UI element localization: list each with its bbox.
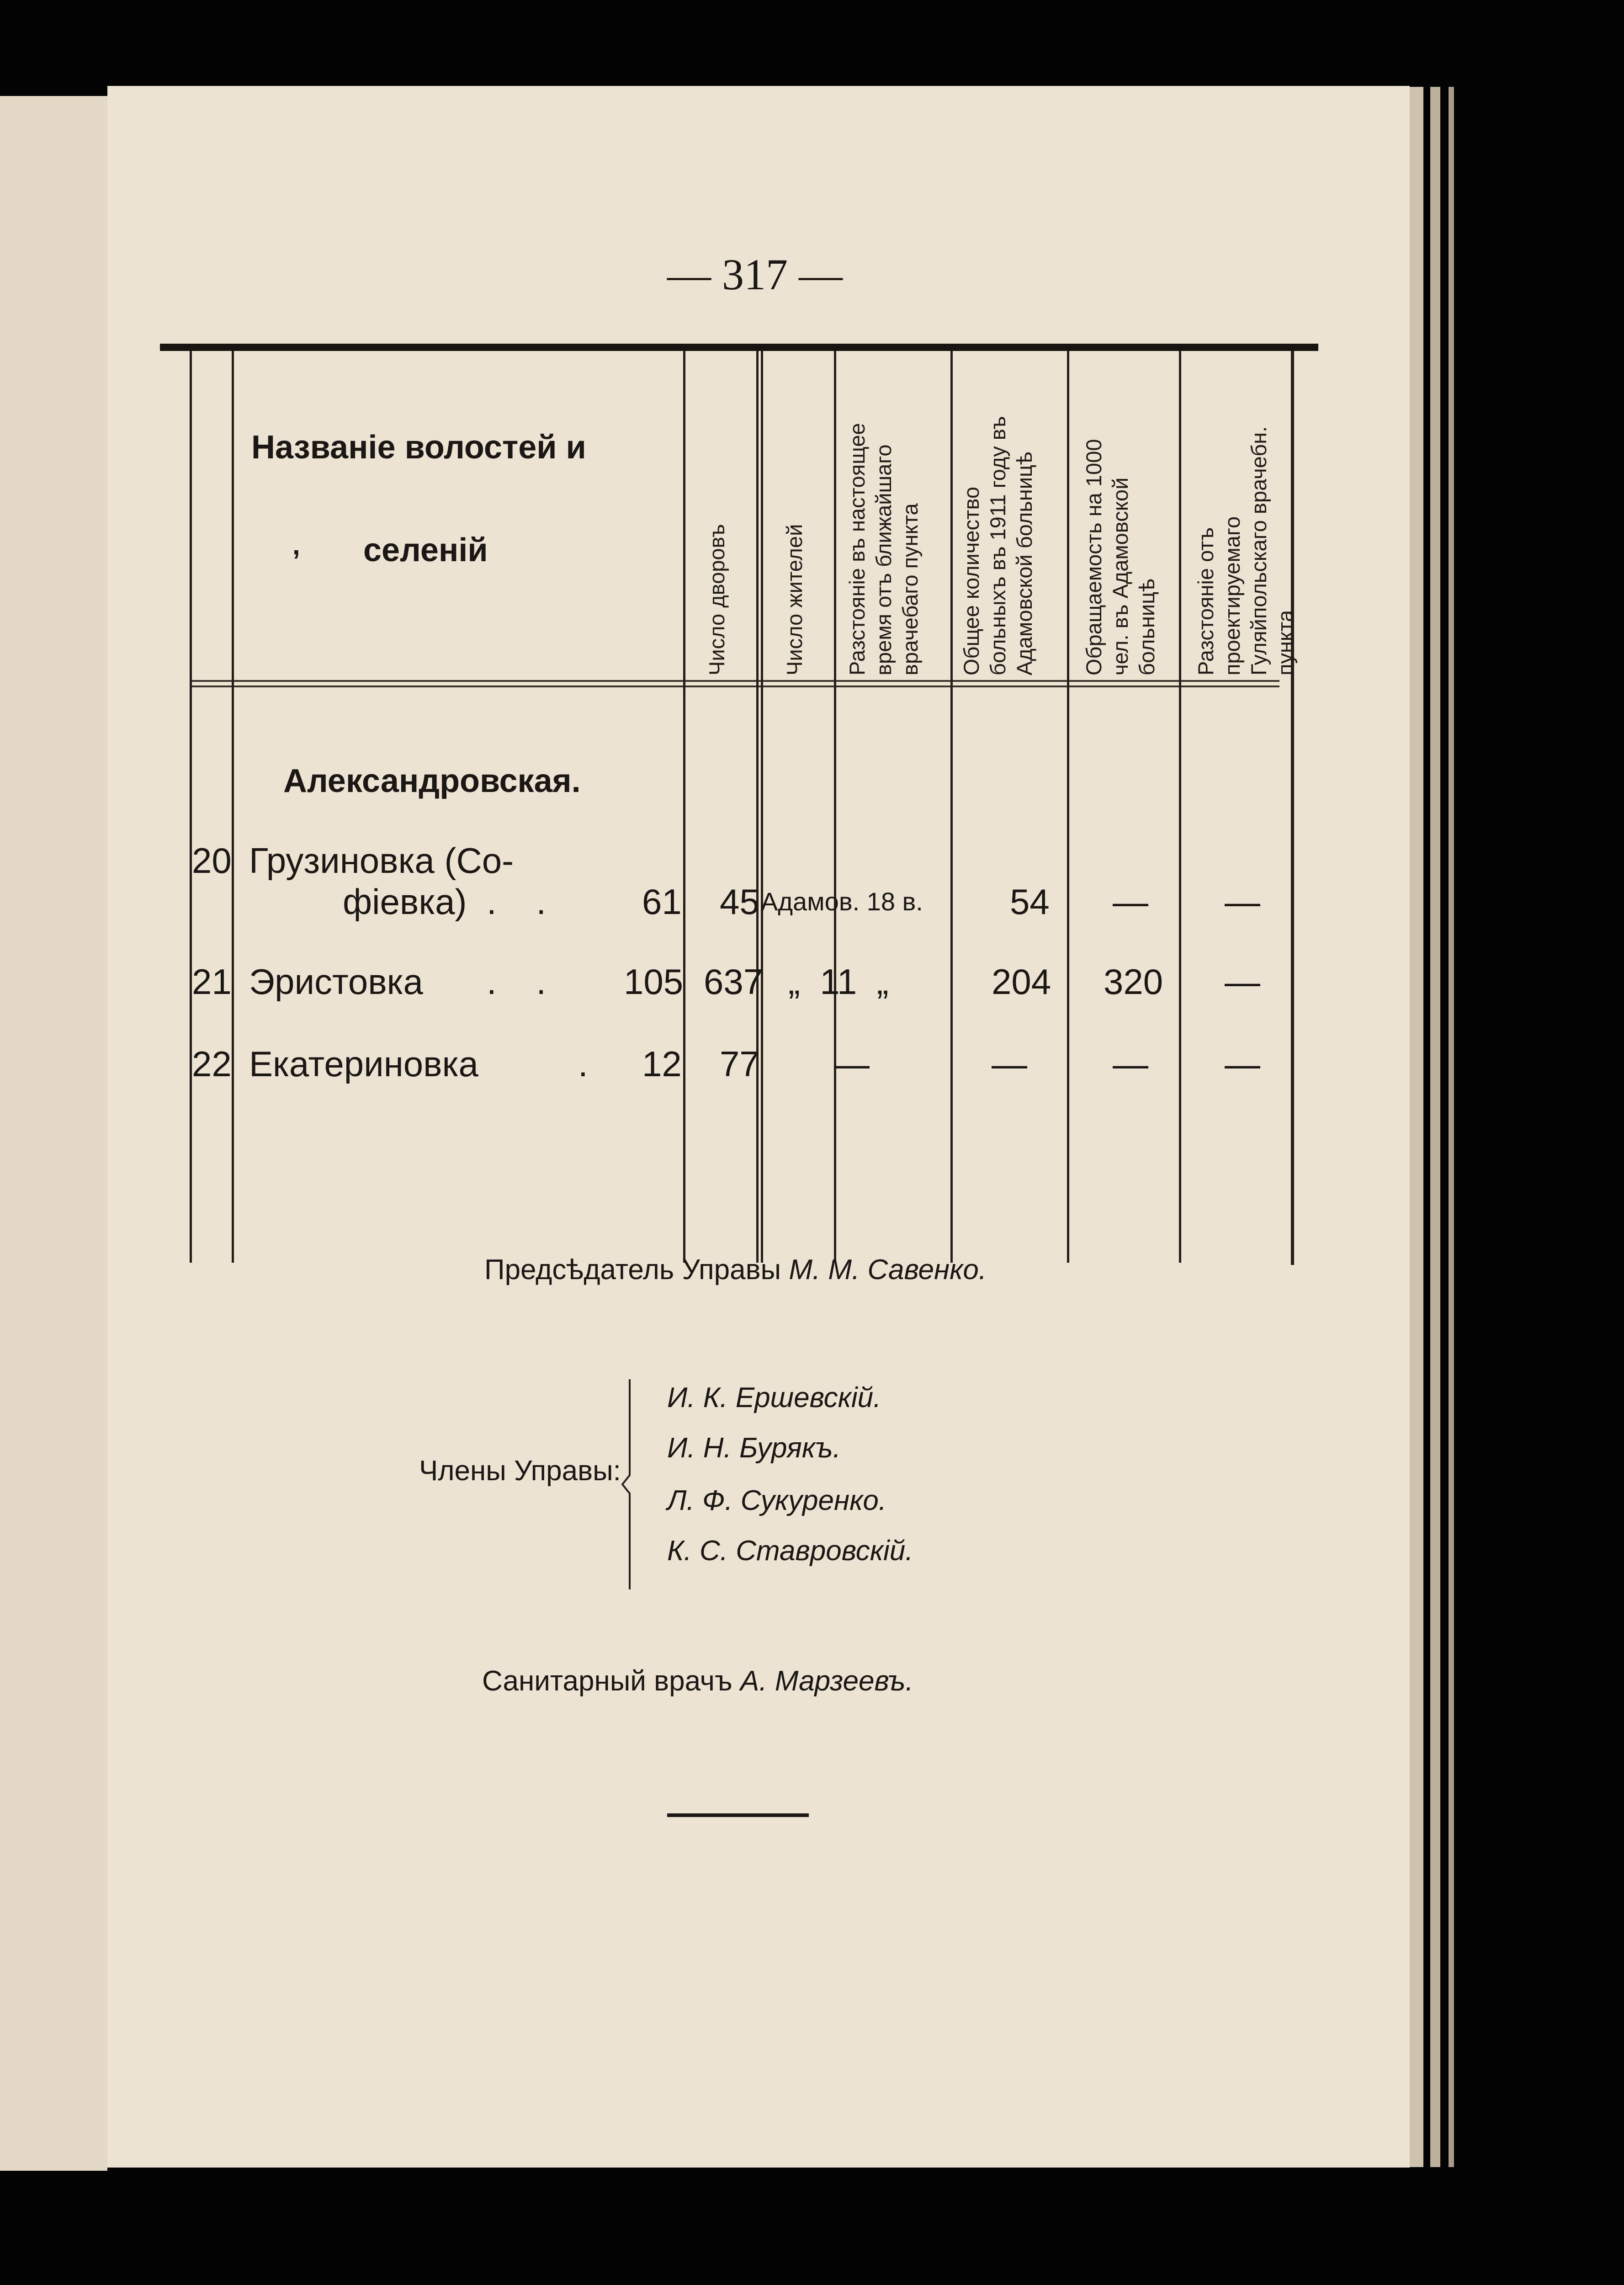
doctor-name: А. Марзеевъ. — [740, 1665, 913, 1697]
header-residents: Число жителей — [782, 524, 807, 675]
closing-rule — [667, 1813, 809, 1817]
member-2: И. Н. Бурякъ. — [667, 1432, 841, 1464]
row-dots: . . — [487, 962, 547, 1002]
column-line — [683, 351, 685, 1263]
row-dots: . — [578, 1044, 588, 1084]
row-households: 61 — [642, 882, 682, 922]
doctor-line — [482, 1665, 913, 1697]
header-distance-doctor: Разстояніе въ настоящее время отъ ближайшаго врачебаго пункта — [845, 423, 922, 675]
page-edge — [1430, 87, 1440, 2167]
header-mark: , — [292, 530, 300, 560]
column-line — [950, 351, 953, 1263]
header-name-2: селеній — [363, 532, 488, 569]
column-line — [1067, 351, 1069, 1263]
page-number: — 317 — — [667, 250, 843, 299]
members-label: Члены Управы: — [419, 1455, 621, 1487]
row-dots: . . — [487, 882, 547, 922]
header-total-patients: Общее количество больныхъ въ 1911 году въ Адамовской больницѣ — [959, 416, 1036, 675]
member-3: Л. Ф. Сукуренко. — [667, 1485, 887, 1516]
row-name: Эристовка — [249, 962, 423, 1002]
row-number: 22 — [192, 1044, 232, 1084]
row-distance: — — [834, 1044, 870, 1084]
chairman-name: М. М. Савенко. — [789, 1254, 987, 1286]
row-name: Екатериновка — [249, 1044, 478, 1084]
row-projected: — — [1225, 962, 1260, 1002]
column-line — [761, 351, 763, 1263]
book-page — [107, 86, 1410, 2168]
row-projected: — — [1225, 1044, 1260, 1084]
row-households: 105 — [624, 962, 684, 1002]
row-rate: — — [1113, 882, 1148, 922]
row-residents: 637 — [704, 962, 764, 1002]
page-edge — [1449, 87, 1454, 2167]
member-4: К. С. Ставровскій. — [667, 1535, 913, 1567]
header-name: Названіе волостей и — [251, 429, 586, 466]
column-line — [834, 351, 836, 1263]
row-number: 20 — [192, 840, 232, 881]
doctor-label: Санитарный врачъ — [482, 1665, 732, 1697]
row-distance: „ 11 „ — [788, 962, 889, 1002]
row-patients: 54 — [1010, 882, 1050, 922]
column-line — [756, 351, 759, 1263]
row-patients: — — [992, 1044, 1027, 1084]
row-rate: 320 — [1104, 962, 1163, 1002]
section-title: Александровская. — [283, 763, 581, 799]
row-projected: — — [1225, 882, 1260, 922]
column-line — [190, 351, 192, 1263]
column-line — [232, 351, 234, 1263]
row-households: 12 — [642, 1044, 682, 1084]
row-name-cont: фіевка) — [343, 882, 467, 922]
header-households: Число дворовъ — [705, 524, 729, 675]
chairman-label: Предсѣдатель Управы — [484, 1254, 781, 1286]
row-residents: 77 — [720, 1044, 759, 1084]
column-line — [1179, 351, 1181, 1263]
header-rule — [192, 686, 1279, 687]
members-brace — [621, 1379, 639, 1589]
header-rate: Обращаемость на 1000 чел. въ Адамовской больницѣ — [1082, 439, 1159, 675]
row-patients: 204 — [992, 962, 1051, 1002]
table-top-rule — [160, 344, 1318, 351]
chairman-line — [484, 1254, 987, 1286]
row-residents: 45 — [720, 882, 759, 922]
left-page-edge — [0, 96, 107, 2171]
row-distance: Адамов. 18 в. — [761, 887, 923, 916]
member-1: И. К. Ершевскій. — [667, 1382, 881, 1414]
row-rate: — — [1113, 1044, 1148, 1084]
row-number: 21 — [192, 962, 232, 1002]
row-name: Грузиновка (Со- — [249, 840, 514, 881]
header-rule — [192, 680, 1279, 682]
header-distance-projected: Разстояніе отъ проектируемаго Гуляйпольскаго врачебн. пункта — [1194, 426, 1297, 675]
page-edge — [1410, 87, 1423, 2167]
